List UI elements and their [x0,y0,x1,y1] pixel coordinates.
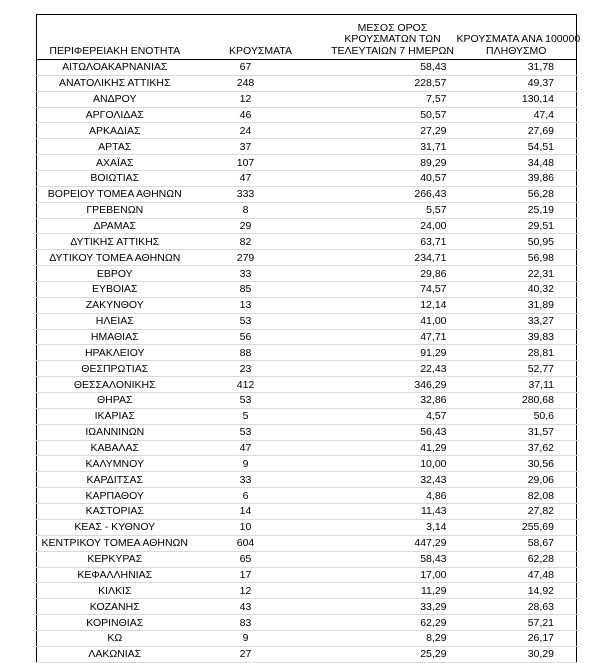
table-row [37,408,577,424]
cell-cases-per-100000: 26,17 [457,630,577,646]
cell-seven-day-average: 27,29 [329,123,457,139]
cell-cases: 17 [193,567,329,583]
cell-cases-per-100000: 29,51 [457,218,577,234]
cell-cases: 604 [193,535,329,551]
cell-cases: 412 [193,377,329,393]
table-row [37,171,577,187]
cell-cases-per-100000: 14,92 [457,583,577,599]
table-row [37,615,577,631]
cell-region: ΔΥΤΙΚΟΥ ΤΟΜΕΑ ΑΘΗΝΩΝ [37,250,193,266]
cell-region: ΚΩ [37,630,193,646]
cell-cases: 12 [193,91,329,107]
table-row [37,186,577,202]
cell-cases: 10 [193,519,329,535]
table-row [37,472,577,488]
cell-cases-per-100000: 50,95 [457,234,577,250]
cell-cases: 47 [193,440,329,456]
table-row [37,456,577,472]
cell-cases: 13 [193,297,329,313]
header-average-line-2: ΚΡΟΥΣΜΑΤΩΝ ΤΩΝ [344,33,441,45]
cell-region: ΙΩΑΝΝΙΝΩΝ [37,424,193,440]
cell-cases-per-100000: 82,08 [457,488,577,504]
cell-seven-day-average: 40,57 [329,171,457,187]
cell-seven-day-average: 32,43 [329,472,457,488]
table-row [37,361,577,377]
cell-cases-per-100000: 27,69 [457,123,577,139]
cell-seven-day-average: 266,43 [329,186,457,202]
cell-region: ΚΑΛΥΜΝΟΥ [37,456,193,472]
cell-cases: 6 [193,488,329,504]
table-row [37,424,577,440]
cell-region: ΑΡΓΟΛΙΔΑΣ [37,107,193,123]
cell-seven-day-average: 7,57 [329,91,457,107]
cell-seven-day-average: 41,29 [329,440,457,456]
table-row [37,60,577,76]
cell-cases: 65 [193,551,329,567]
cell-cases: 9 [193,630,329,646]
table-body [37,60,577,663]
header-rate [456,15,581,60]
cell-region: ΒΟΡΕΙΟΥ ΤΟΜΕΑ ΑΘΗΝΩΝ [37,186,193,202]
cell-seven-day-average: 234,71 [329,250,457,266]
cell-cases: 56 [193,329,329,345]
cell-cases-per-100000: 28,81 [457,345,577,361]
cell-seven-day-average: 25,29 [329,646,457,662]
table-row [37,297,577,313]
cell-cases-per-100000: 56,28 [457,186,577,202]
cell-cases-per-100000: 50,6 [457,408,577,424]
cell-region: ΕΥΒΟΙΑΣ [37,282,193,298]
cell-region: ΖΑΚΥΝΘΟΥ [37,297,193,313]
cell-region: ΑΧΑΪΑΣ [37,155,193,171]
cell-seven-day-average: 31,71 [329,139,457,155]
table-row [37,75,577,91]
header-average [329,15,457,60]
cell-seven-day-average: 89,29 [329,155,457,171]
cell-seven-day-average: 32,86 [329,393,457,409]
cell-seven-day-average: 62,29 [329,615,457,631]
cell-region: ΚΑΡΠΑΘΟΥ [37,488,193,504]
cell-seven-day-average: 91,29 [329,345,457,361]
table-row [37,519,577,535]
cell-region: ΔΡΑΜΑΣ [37,218,193,234]
table-row [37,107,577,123]
header-rate-line-1: ΚΡΟΥΣΜΑΤΑ ΑΝΑ 100000 [456,33,581,45]
cell-region: ΛΑΚΩΝΙΑΣ [37,646,193,662]
cell-region: ΘΕΣΣΑΛΟΝΙΚΗΣ [37,377,193,393]
cell-cases: 107 [193,155,329,171]
cell-cases-per-100000: 31,89 [457,297,577,313]
cell-seven-day-average: 58,43 [329,60,457,76]
cell-seven-day-average: 5,57 [329,202,457,218]
table-row [37,329,577,345]
cell-seven-day-average: 17,00 [329,567,457,583]
cell-cases: 29 [193,218,329,234]
cell-cases-per-100000: 28,63 [457,599,577,615]
table-row [37,91,577,107]
cell-cases-per-100000: 22,31 [457,266,577,282]
cell-cases: 53 [193,313,329,329]
cell-cases: 33 [193,266,329,282]
table-row [37,393,577,409]
cell-cases-per-100000: 255,69 [457,519,577,535]
cell-cases: 46 [193,107,329,123]
cell-cases-per-100000: 25,19 [457,202,577,218]
table-row [37,630,577,646]
cell-cases: 53 [193,393,329,409]
cell-cases-per-100000: 31,57 [457,424,577,440]
cell-region: ΚΟΡΙΝΘΙΑΣ [37,615,193,631]
cell-seven-day-average: 346,29 [329,377,457,393]
cell-region: ΚΕΑΣ - ΚΥΘΝΟΥ [37,519,193,535]
cell-seven-day-average: 10,00 [329,456,457,472]
cell-seven-day-average: 4,86 [329,488,457,504]
cell-region: ΓΡΕΒΕΝΩΝ [37,202,193,218]
table-row [37,266,577,282]
cases-table [36,14,581,663]
cell-region: ΑΡΤΑΣ [37,139,193,155]
cell-seven-day-average: 8,29 [329,630,457,646]
cell-seven-day-average: 47,71 [329,329,457,345]
cell-cases-per-100000: 37,11 [457,377,577,393]
cell-seven-day-average: 33,29 [329,599,457,615]
cell-cases: 248 [193,75,329,91]
header-average-line-1: ΜΕΣΟΣ ΟΡΟΣ [357,21,428,34]
cell-cases-per-100000: 33,27 [457,313,577,329]
cell-region: ΚΙΛΚΙΣ [37,583,193,599]
cell-cases-per-100000: 56,98 [457,250,577,266]
cell-region: ΑΝΑΤΟΛΙΚΗΣ ΑΤΤΙΚΗΣ [37,75,193,91]
cell-seven-day-average: 228,57 [329,75,457,91]
cell-cases: 23 [193,361,329,377]
table-row [37,234,577,250]
cell-region: ΙΚΑΡΙΑΣ [37,408,193,424]
cell-cases-per-100000: 34,48 [457,155,577,171]
cell-cases-per-100000: 29,06 [457,472,577,488]
cell-region: ΗΡΑΚΛΕΙΟΥ [37,345,193,361]
cell-seven-day-average: 11,43 [329,504,457,520]
header-region: ΠΕΡΙΦΕΡΕΙΑΚΗ ΕΝΟΤΗΤΑ [37,15,193,60]
table-row [37,202,577,218]
cell-cases-per-100000: 40,32 [457,282,577,298]
cell-cases-per-100000: 49,37 [457,75,577,91]
cell-cases: 24 [193,123,329,139]
cell-cases: 333 [193,186,329,202]
cell-cases: 33 [193,472,329,488]
cell-region: ΚΕΡΚΥΡΑΣ [37,551,193,567]
cell-cases: 9 [193,456,329,472]
cell-cases: 83 [193,615,329,631]
cell-seven-day-average: 3,14 [329,519,457,535]
cell-cases: 8 [193,202,329,218]
table-row [37,218,577,234]
table-row [37,123,577,139]
cell-region: ΗΛΕΙΑΣ [37,313,193,329]
cell-cases: 88 [193,345,329,361]
cell-cases-per-100000: 47,48 [457,567,577,583]
cell-region: ΚΑΡΔΙΤΣΑΣ [37,472,193,488]
cell-region: ΚΑΣΤΟΡΙΑΣ [37,504,193,520]
cell-cases-per-100000: 30,29 [457,646,577,662]
cell-cases-per-100000: 39,83 [457,329,577,345]
cell-seven-day-average: 24,00 [329,218,457,234]
table-row [37,282,577,298]
header-average-line-3: ΤΕΛΕΥΤΑΙΩΝ 7 ΗΜΕΡΩΝ [331,44,454,57]
cell-region: ΘΗΡΑΣ [37,393,193,409]
cell-region: ΚΕΝΤΡΙΚΟΥ ΤΟΜΕΑ ΑΘΗΝΩΝ [37,535,193,551]
cell-seven-day-average: 58,43 [329,551,457,567]
cell-seven-day-average: 4,57 [329,408,457,424]
cell-cases: 53 [193,424,329,440]
table-row [37,567,577,583]
cell-cases: 82 [193,234,329,250]
cell-region: ΗΜΑΘΙΑΣ [37,329,193,345]
cell-region: ΚΟΖΑΝΗΣ [37,599,193,615]
table-row [37,535,577,551]
cell-region: ΑΡΚΑΔΙΑΣ [37,123,193,139]
cell-cases-per-100000: 30,56 [457,456,577,472]
cell-cases-per-100000: 130,14 [457,91,577,107]
header-cases: ΚΡΟΥΣΜΑΤΑ [193,15,329,60]
cell-cases-per-100000: 31,78 [457,60,577,76]
header-rate-line-2: ΠΛΗΘΥΣΜΟ [486,44,547,57]
cell-cases: 27 [193,646,329,662]
cell-cases-per-100000: 52,77 [457,361,577,377]
header-row [37,15,577,60]
cell-region: ΔΥΤΙΚΗΣ ΑΤΤΙΚΗΣ [37,234,193,250]
cell-cases: 85 [193,282,329,298]
cell-region: ΚΕΦΑΛΛΗΝΙΑΣ [37,567,193,583]
cell-seven-day-average: 74,57 [329,282,457,298]
cell-cases-per-100000: 62,28 [457,551,577,567]
cell-region: ΘΕΣΠΡΩΤΙΑΣ [37,361,193,377]
cell-cases: 43 [193,599,329,615]
cell-region: ΕΒΡΟΥ [37,266,193,282]
table-row [37,504,577,520]
table-row [37,377,577,393]
cell-seven-day-average: 50,57 [329,107,457,123]
cell-region: ΑΝΔΡΟΥ [37,91,193,107]
cell-cases: 47 [193,171,329,187]
table-row [37,551,577,567]
cell-region: ΒΟΙΩΤΙΑΣ [37,171,193,187]
cell-cases-per-100000: 39,86 [457,171,577,187]
cell-cases-per-100000: 47,4 [457,107,577,123]
table-row [37,345,577,361]
cell-cases: 14 [193,504,329,520]
cell-cases: 279 [193,250,329,266]
table-row [37,250,577,266]
cell-seven-day-average: 41,00 [329,313,457,329]
table-row [37,646,577,662]
cell-seven-day-average: 63,71 [329,234,457,250]
cell-seven-day-average: 56,43 [329,424,457,440]
cell-cases: 12 [193,583,329,599]
cell-cases: 5 [193,408,329,424]
cell-cases-per-100000: 27,82 [457,504,577,520]
cell-cases-per-100000: 37,62 [457,440,577,456]
table-row [37,313,577,329]
cell-region: ΚΑΒΑΛΑΣ [37,440,193,456]
table-row [37,440,577,456]
cell-cases-per-100000: 57,21 [457,615,577,631]
table-header [37,15,581,60]
cell-seven-day-average: 447,29 [329,535,457,551]
cell-cases: 67 [193,60,329,76]
table-row [37,583,577,599]
cell-cases-per-100000: 54,51 [457,139,577,155]
cell-cases-per-100000: 280,68 [457,393,577,409]
table-row [37,488,577,504]
cell-seven-day-average: 29,86 [329,266,457,282]
cell-region: ΑΙΤΩΛΟΑΚΑΡΝΑΝΙΑΣ [37,60,193,76]
table-row [37,599,577,615]
cell-seven-day-average: 11,29 [329,583,457,599]
cell-cases: 37 [193,139,329,155]
cell-seven-day-average: 22,43 [329,361,457,377]
cell-cases-per-100000: 58,67 [457,535,577,551]
table-row [37,139,577,155]
table-row [37,155,577,171]
cell-seven-day-average: 12,14 [329,297,457,313]
